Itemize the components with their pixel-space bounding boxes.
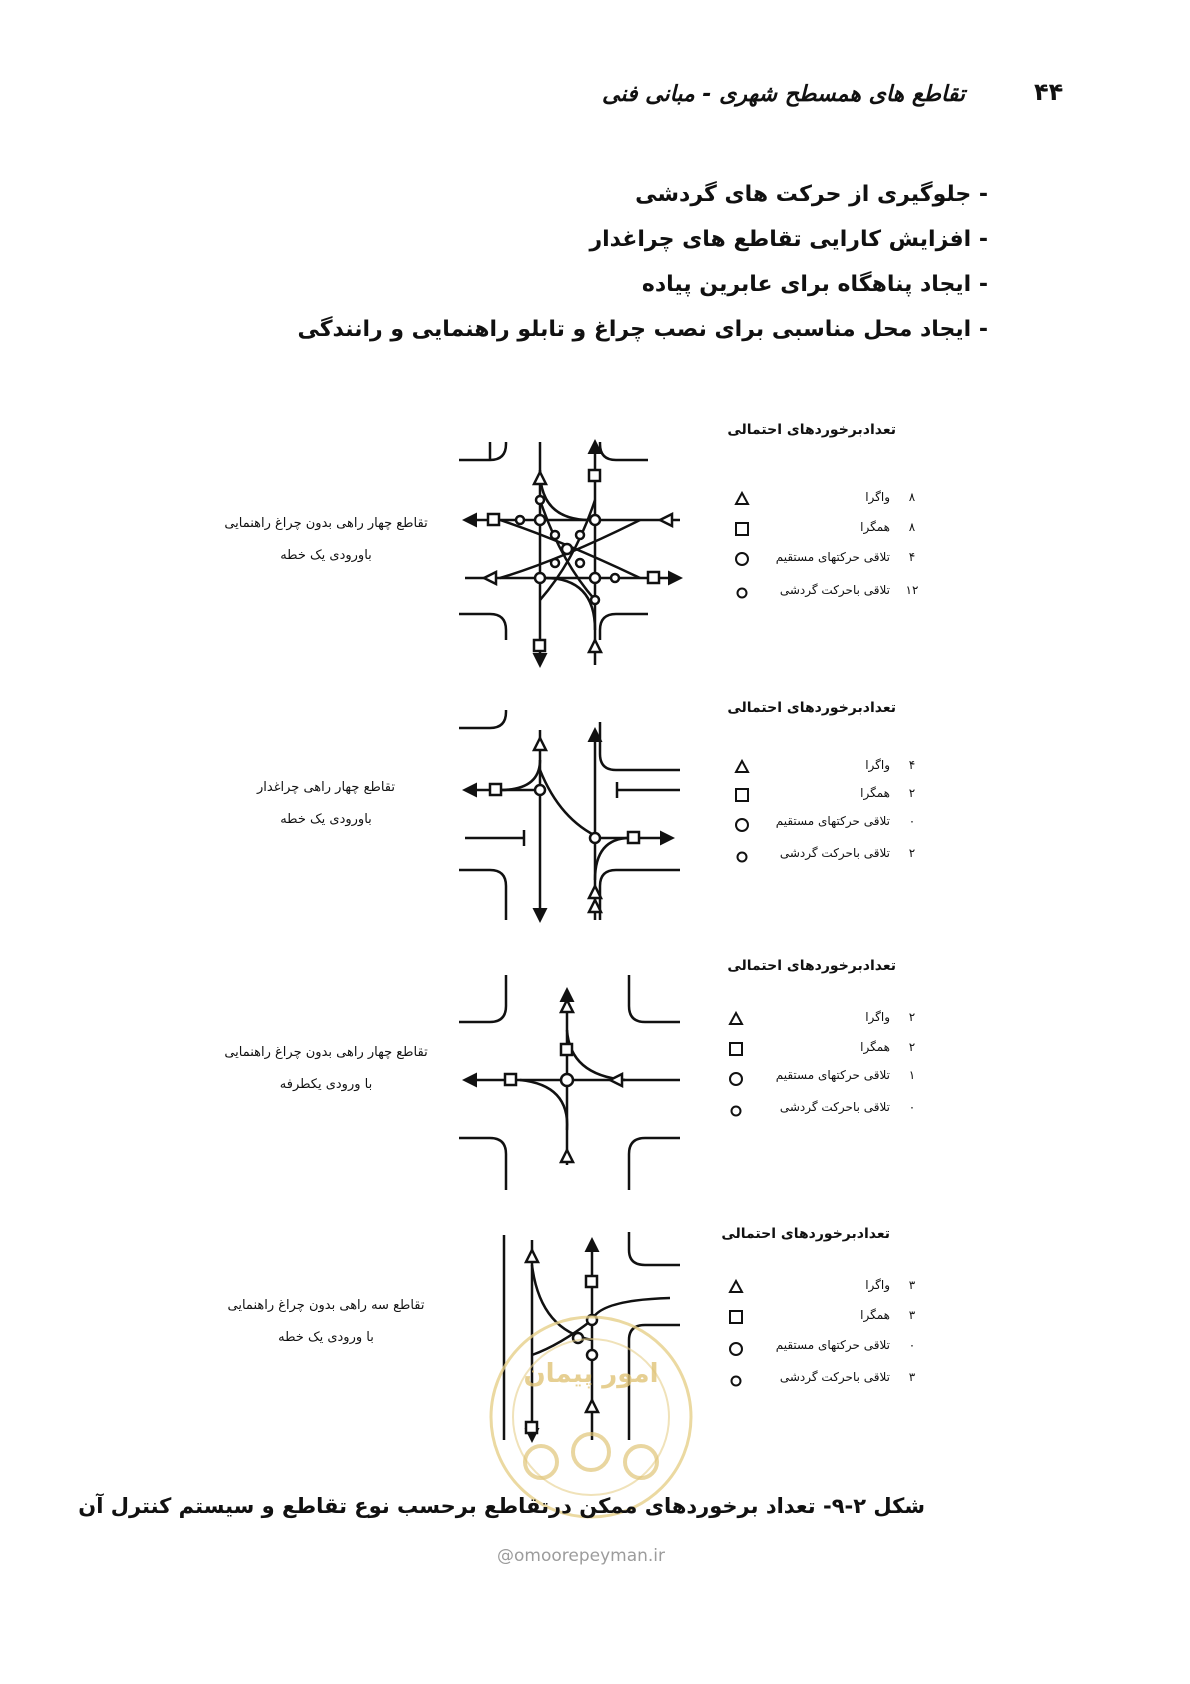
diagram-3-four-way-one-way	[459, 975, 680, 1190]
diagram-1-label: تقاطع چهار راهی بدون چراغ راهنمایی باورودی یک خطه	[224, 516, 428, 563]
legend-row: ۲ همگرا	[0, 786, 1190, 815]
seal-text: امور پیمان	[523, 1359, 659, 1389]
site-watermark: @omoorepeyman.ir	[497, 1546, 666, 1566]
running-title: تقاطع های همسطح شهری - مبانی فنی	[602, 82, 965, 107]
diagram-2-four-way-signalized	[459, 710, 680, 920]
watermark-seal	[486, 1312, 696, 1522]
legend-row: ۰ تلاقی باحرکت گردشی	[0, 1100, 1190, 1129]
legend-row: ۱ تلاقی حرکتهای مستقیم	[0, 1068, 1190, 1097]
legend-3-heading: تعدادبرخوردهای احتمالی	[727, 958, 896, 974]
bullet-item: - افزایش کارایی تقاطع های چراغدار	[589, 227, 988, 252]
legend-row: ۳ واگرا	[0, 1278, 1190, 1307]
legend-4-heading: تعدادبرخوردهای احتمالی	[721, 1226, 890, 1242]
legend-row: ۲ تلاقی باحرکت گردشی	[0, 846, 1190, 875]
legend-1-heading: تعدادبرخوردهای احتمالی	[727, 422, 896, 438]
legend-2-heading: تعدادبرخوردهای احتمالی	[727, 700, 896, 716]
legend-row: ۳ همگرا	[0, 1308, 1190, 1337]
legend-row: ۴ تلاقی حرکتهای مستقیم	[0, 550, 1190, 579]
bullet-item: - جلوگیری از حرکت های گردشی	[635, 182, 988, 207]
legend-row: ۰ تلاقی حرکتهای مستقیم	[0, 1338, 1190, 1367]
diagram-2-label: تقاطع چهار راهی چراغدار باورودی یک خطه	[257, 780, 395, 827]
diagram-4-label: تقاطع سه راهی بدون چراغ راهنمایی با ورودی یک خطه	[227, 1298, 425, 1345]
figure-caption: شکل ۲-۹- تعداد برخوردهای ممکن درتقاطع برحسب نوع تقاطع و سیستم کنترل آن	[78, 1494, 925, 1518]
legend-row: ۲ همگرا	[0, 1040, 1190, 1069]
page-number: ۴۴	[1034, 78, 1064, 106]
legend-row: ۲ واگرا	[0, 1010, 1190, 1039]
legend-row: ۰ تلاقی حرکتهای مستقیم	[0, 814, 1190, 843]
diagram-1-four-way-unsignalized	[459, 442, 680, 665]
bullet-item: - ایجاد پناهگاه برای عابرین پیاده	[641, 272, 988, 297]
legend-row: ۱۲ تلاقی باحرکت گردشی	[0, 583, 1190, 612]
bullet-item: - ایجاد محل مناسبی برای نصب چراغ و تابلو راهنمایی و رانندگی	[297, 317, 988, 342]
legend-row: ۸ همگرا	[0, 520, 1190, 549]
legend-row: ۴ واگرا	[0, 758, 1190, 787]
legend-row: ۸ واگرا	[0, 490, 1190, 519]
legend-row: ۳ تلاقی باحرکت گردشی	[0, 1370, 1190, 1399]
diagram-3-label: تقاطع چهار راهی بدون چراغ راهنمایی با ورودی یکطرفه	[224, 1045, 428, 1092]
